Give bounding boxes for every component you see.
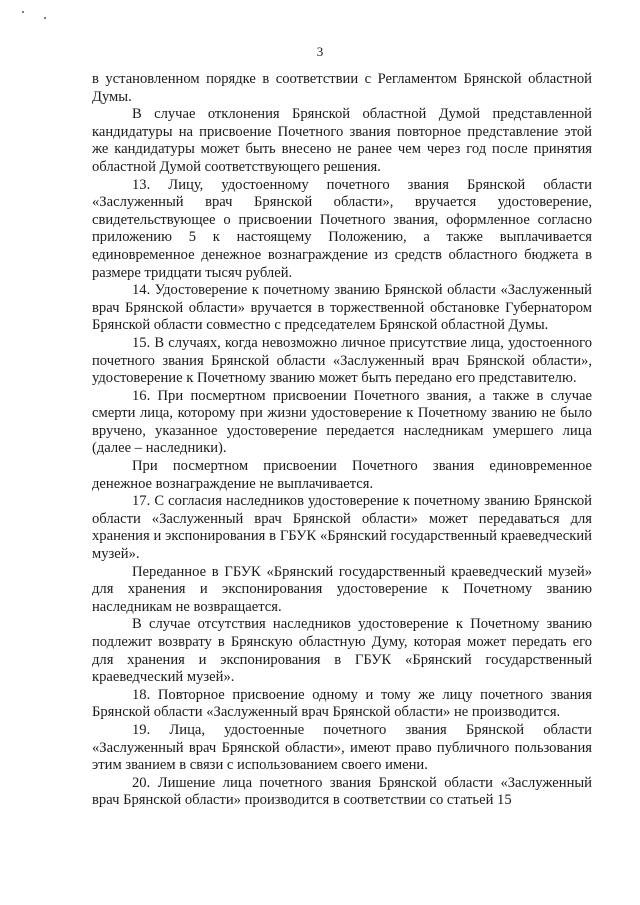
paragraph-19: 19. Лица, удостоенные почетного звания Брянской области «Заслуженный врач Брянской области», имеют право публичного пользования этим званием в связи с использованием своего имени. xyxy=(92,721,592,774)
page-number: 3 xyxy=(316,44,324,59)
paragraph-rejection: В случае отклонения Брянской областной Думой представленной кандидатуры на присвоение Почетного звания повторное представление этой же кандидатуры может быть внесено не ранее чем через год после принятия областной Думой соответствующего решения. xyxy=(92,106,592,175)
paragraph-continuation: в установленном порядке в соответствии с Регламентом Брянской областной Думы. xyxy=(92,71,592,105)
paragraph-no-heirs: В случае отсутствия наследников удостоверение к Почетному званию подлежит возврату в Брянскую областную Думу, которая может передать его для хранения и экспонирования в ГБУК «Брянский государственный краеведческий музей». xyxy=(92,616,592,686)
paragraph-20: 20. Лишение лица почетного звания Брянской области «Заслуженный врач Брянской области» производится в соответствии со статьей 15 xyxy=(92,774,592,809)
document-body xyxy=(92,71,592,810)
scan-speck xyxy=(44,17,46,19)
paragraph-13: 13. Лицу, удостоенному почетного звания Брянской области «Заслуженный врач Брянской области», вручается удостоверение, свидетельствующее о присвоении Почетного звания, оформленное согласно приложению 5 к настоящему Положению, а также выплачивается единовременное денежное вознаграждение из средств областного бюджета в размере тридцати тысяч рублей. xyxy=(92,176,592,281)
paragraph-15: 15. В случаях, когда невозможно личное присутствие лица, удостоенного почетного звания Брянской области «Заслуженный врач Брянской области», удостоверение к Почетному званию может быть передано его представителю. xyxy=(92,334,592,387)
paragraph-17: 17. С согласия наследников удостоверение к почетному званию Брянской области «Заслуженный врач Брянской области» может передаваться для хранения и экспонирования в ГБУК «Брянский государственный краеведческий музей». xyxy=(92,493,592,563)
paragraph-museum-transfer: Переданное в ГБУК «Брянский государственный краеведческий музей» для хранения и экспонирования удостоверение к Почетному званию наследникам не возвращается. xyxy=(92,563,592,615)
scan-speck xyxy=(22,11,24,13)
paragraph-16: 16. При посмертном присвоении Почетного звания, а также в случае смерти лица, которому при жизни удостоверение к Почетному званию не было вручено, указанное удостоверение передается наследникам умершего лица (далее – наследники). xyxy=(92,387,592,457)
paragraph-18: 18. Повторное присвоение одному и тому же лицу почетного звания Брянской области «Заслуженный врач Брянской области» не производится. xyxy=(92,686,592,721)
paragraph-posthumous: При посмертном присвоении Почетного звания единовременное денежное вознаграждение не выплачивается. xyxy=(92,458,592,492)
paragraph-14: 14. Удостоверение к почетному званию Брянской области «Заслуженный врач Брянской области» вручается в торжественной обстановке Губернатором Брянской области совместно с председателем Брянской областной Думы. xyxy=(92,282,592,334)
